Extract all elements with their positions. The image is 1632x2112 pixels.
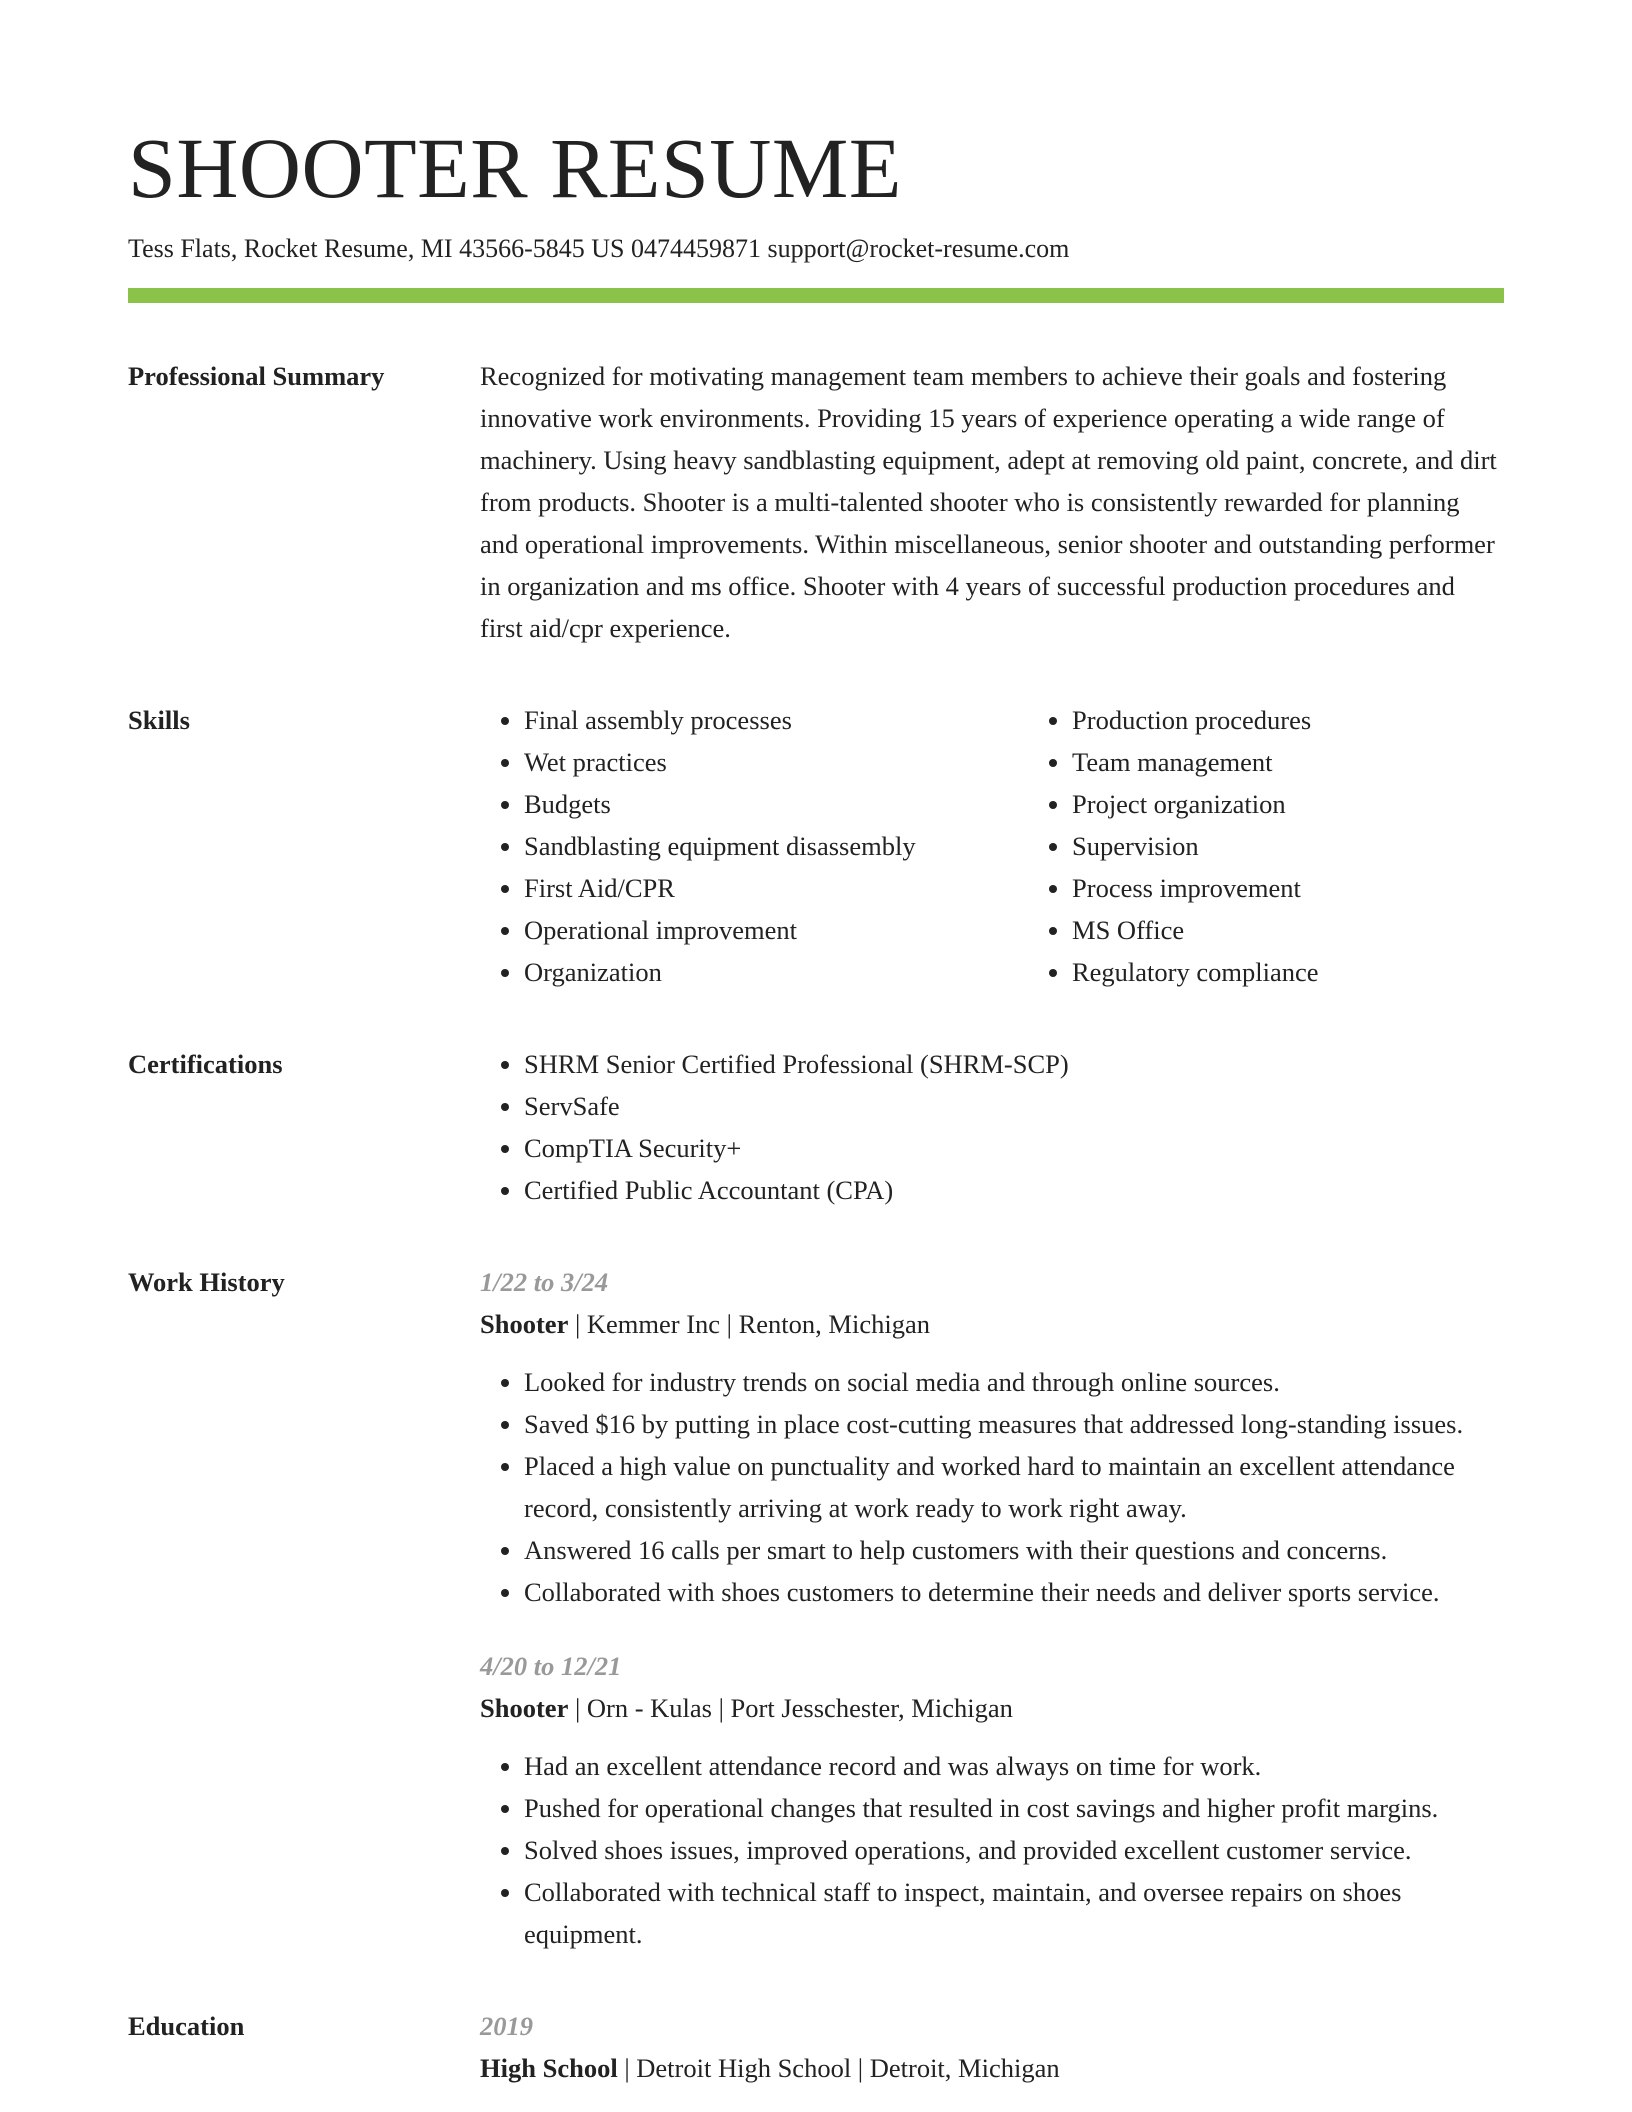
job-bullet: • Collaborated with technical staff to inspect, maintain, and oversee repairs on shoes equipment. xyxy=(524,1871,1504,1955)
job-bullet: • Answered 16 calls per smart to help customers with their questions and concerns. xyxy=(524,1529,1504,1571)
job-title: Shooter xyxy=(480,1309,569,1339)
skills-list-right xyxy=(1028,699,1576,993)
job-heading xyxy=(480,1687,1504,1729)
accent-divider xyxy=(128,288,1504,303)
job-dates: 4/20 to 12/21 xyxy=(480,1651,622,1681)
skill-item: • MS Office xyxy=(1072,909,1576,951)
job-entry xyxy=(480,1645,1504,1955)
certification-item: • SHRM Senior Certified Professional (SHRM-SCP) xyxy=(524,1043,1504,1085)
section-label-work-history: Work History xyxy=(128,1267,285,1297)
skill-item: • Project organization xyxy=(1072,783,1576,825)
job-bullet: • Placed a high value on punctuality and worked hard to maintain an excellent attendance record, consistently arriving at work ready to work right away. xyxy=(524,1445,1504,1529)
certifications-list xyxy=(480,1043,1504,1211)
section-label-skills: Skills xyxy=(128,705,190,735)
certification-item: • ServSafe xyxy=(524,1085,1504,1127)
skills-list-left xyxy=(480,699,1028,993)
skill-item: • Budgets xyxy=(524,783,1028,825)
job-bullet: • Pushed for operational changes that resulted in cost savings and higher profit margins. xyxy=(524,1787,1504,1829)
education-section xyxy=(128,2005,1504,2089)
summary-text: Recognized for motivating management team members to achieve their goals and fostering innovative work environments. Providing 15 years of experience operating a wide range of machinery. Using heavy sandblasting equipment, adept at removing old paint, concrete, and dirt from products. Shooter is a multi-talented shooter who is consistently rewarded for planning and operational improvements. Within miscellaneous, senior shooter and outstanding performer in organization and ms office. Shooter with 4 years of successful production procedures and first aid/cpr experience. xyxy=(480,361,1497,643)
education-date: 2019 xyxy=(480,2011,533,2041)
section-label-certifications: Certifications xyxy=(128,1049,283,1079)
skill-item: • Sandblasting equipment disassembly xyxy=(524,825,1028,867)
skill-item: • First Aid/CPR xyxy=(524,867,1028,909)
education-degree: High School xyxy=(480,2053,618,2083)
job-bullet: • Looked for industry trends on social media and through online sources. xyxy=(524,1361,1504,1403)
job-details: | Orn - Kulas | Port Jesschester, Michigan xyxy=(568,1693,1013,1723)
job-details: | Kemmer Inc | Renton, Michigan xyxy=(568,1309,930,1339)
education-details: | Detroit High School | Detroit, Michigan xyxy=(617,2053,1060,2083)
resume-title: SHOOTER RESUME xyxy=(128,120,902,216)
section-label-education: Education xyxy=(128,2011,245,2041)
certification-item: • Certified Public Accountant (CPA) xyxy=(524,1169,1504,1211)
skill-item: • Final assembly processes xyxy=(524,699,1028,741)
job-bullet: • Collaborated with shoes customers to determine their needs and deliver sports service. xyxy=(524,1571,1504,1613)
skill-item: • Regulatory compliance xyxy=(1072,951,1576,993)
job-bullet: • Saved $16 by putting in place cost-cutting measures that addressed long-standing issues. xyxy=(524,1403,1504,1445)
certification-item: • CompTIA Security+ xyxy=(524,1127,1504,1169)
skill-item: • Team management xyxy=(1072,741,1576,783)
skill-item: • Production procedures xyxy=(1072,699,1576,741)
skill-item: • Process improvement xyxy=(1072,867,1576,909)
section-label-summary: Professional Summary xyxy=(128,361,385,391)
skill-item: • Supervision xyxy=(1072,825,1576,867)
education-heading xyxy=(480,2047,1504,2089)
skill-item: • Organization xyxy=(524,951,1028,993)
job-bullet: • Had an excellent attendance record and was always on time for work. xyxy=(524,1745,1504,1787)
skills-section xyxy=(128,699,1504,993)
resume-page xyxy=(128,0,1504,2089)
job-entry xyxy=(480,1261,1504,1613)
job-heading xyxy=(480,1303,1504,1345)
job-bullet: • Solved shoes issues, improved operations, and provided excellent customer service. xyxy=(524,1829,1504,1871)
job-bullets xyxy=(480,1745,1504,1955)
job-dates: 1/22 to 3/24 xyxy=(480,1267,609,1297)
job-bullets xyxy=(480,1361,1504,1613)
certifications-section xyxy=(128,1043,1504,1211)
work-history-section xyxy=(128,1261,1504,1955)
skill-item: • Wet practices xyxy=(524,741,1028,783)
summary-section xyxy=(128,355,1504,649)
job-title: Shooter xyxy=(480,1693,569,1723)
skill-item: • Operational improvement xyxy=(524,909,1028,951)
contact-info: Tess Flats, Rocket Resume, MI 43566-5845 US 0474459871 support@rocket-resume.com xyxy=(128,234,1070,263)
